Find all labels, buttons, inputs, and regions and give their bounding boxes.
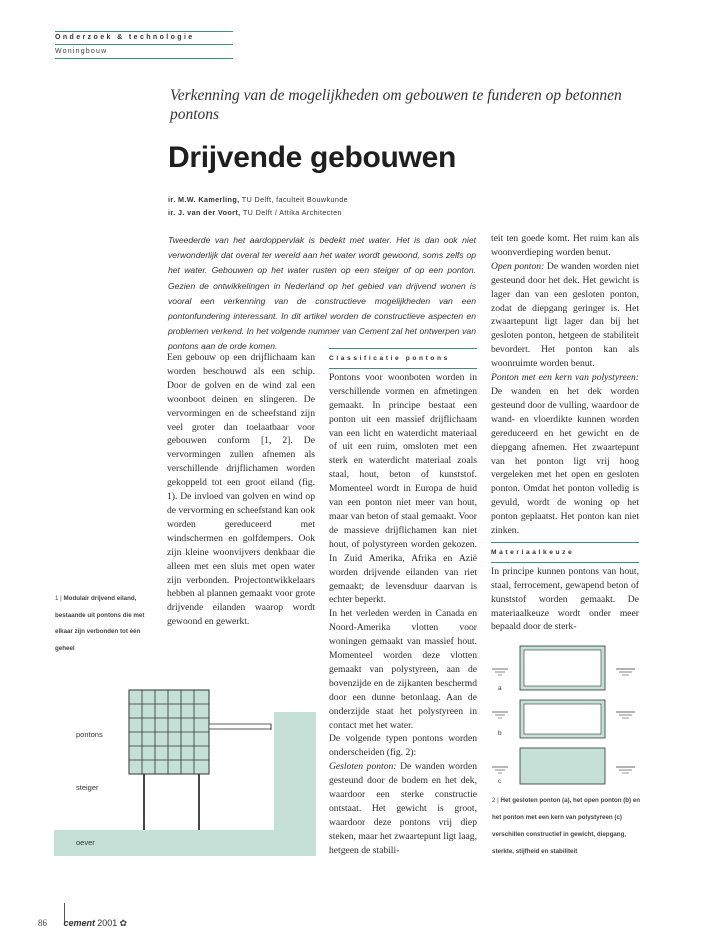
label-steiger: steiger	[76, 783, 99, 792]
col2-p4	[329, 760, 477, 857]
article-intro: Tweederde van het aardoppervlak is bedekt met water. Het is dan ook niet verwonderlijk dat overal ter wereld aan het water wordt gewoond, soms zelfs op het water. Gebouwen op het water rusten op een steiger of op een ponton. Gezien de ontwikkelingen in Nederland op het gebied van drijvend wonen is vooral een verkenning van de constructieve mogelijkheden van een pontonfundering interessant. In dit artikel worden de constructieve aspecten en problemen verkend. In het volgende nummer van Cement zal het ontwerpen van pontons aan de orde komen.	[168, 235, 476, 352]
label-pontons: pontons	[76, 730, 103, 739]
header-rule-bottom	[55, 58, 233, 59]
column-2	[329, 348, 477, 858]
article-title: Drijvende gebouwen	[168, 141, 456, 174]
col3-p2-term: Open ponton:	[491, 260, 545, 272]
col2-p4-text: De wanden worden gesteund door de bodem en het dek, waardoor een sterke constructie ontstaat. Het gewicht is groot, waardoor deze pontons vrij diep steken, maar het zwaartepunt ligt laag, hetgeen de stabili-	[329, 761, 477, 856]
col2-p3: De volgende typen pontons worden onderscheiden (fig. 2):	[329, 733, 477, 759]
col3-p2	[491, 260, 639, 371]
figure-1-caption-text: Modulair drijvend eiland, bestaande uit pontons die met elkaar zijn verbonden tot één geheel	[55, 595, 145, 652]
figure-1-caption	[55, 591, 159, 657]
brand-logo-icon: ✿	[119, 918, 128, 928]
figure-2-caption	[492, 792, 642, 860]
figure-2-ponton-types	[490, 640, 640, 790]
page-number: 86	[38, 918, 47, 928]
ponton-type-c	[492, 748, 635, 785]
col3-p2-text: De wanden worden niet gesteund door het dek. Het gewicht is lager dan van een gesloten ponton, zodat de diepgang geringer is. Het zwaartepunt ligt lager dan bij het gesloten ponton, hetgeen de stabiliteit bevordert. Het ponton kan als woonruimte worden benut.	[491, 260, 639, 370]
header-rule-mid	[55, 44, 233, 45]
col2-p2: In het verleden werden in Canada en Noord-Amerika vlotten voor woningen gemaakt van massief hout. Momenteel worden deze vlotten gemaakt van polystyreen, aan de bovenzijde en de zijkanten beschermd door een dunne betonlaag. Aan de onderzijde staat het polystyreen in contact met het water.	[329, 608, 477, 731]
header-rule-top	[55, 31, 233, 32]
author-line-2	[168, 208, 342, 217]
column-1	[167, 351, 315, 629]
author-name-2: ir. J. van der Voort,	[168, 208, 241, 217]
figure-1-number: 1 |	[55, 595, 62, 602]
article-kicker: Verkenning van de mogelijkheden om gebouwen te funderen op betonnen pontons	[170, 87, 622, 123]
label-c: c	[498, 778, 502, 785]
col3-p3-term: Ponton met een kern van polystyreen:	[491, 372, 639, 384]
author-line-1	[168, 195, 348, 204]
gangway	[209, 724, 271, 729]
figure-2-number: 2 |	[492, 797, 499, 804]
col3-p3-text: De wanden en het dek worden gesteund door de vulling, waardoor de wand- en vloerdikte kunnen worden gereduceerd en het gewicht en de diepgang afnemen. Het zwaartepunt van het ponton ligt vrij hoog vergeleken met het open en gesloten ponton. Omdat het ponton volledig is gevuld, wordt de woning op het ponton geplaatst. Het ponton kan niet zinken.	[491, 385, 639, 537]
col3-p3	[491, 371, 639, 538]
label-b: b	[498, 730, 502, 737]
author-name-1: ir. M.W. Kamerling,	[168, 195, 240, 204]
label-oever: oever	[76, 838, 95, 847]
col3-p4: In principe kunnen pontons van hout, staal, ferrocement, gewapend beton of kunststof worden gemaakt. De materiaalkeuze wordt onder meer bepaald door de sterk-	[491, 565, 639, 633]
label-a: a	[498, 685, 502, 692]
figure-2-caption-text: Het gesloten ponton (a), het open ponton (b) en het ponton met een kern van polystyreen (c) verschillen constructief in gewicht, diepgang, sterkte, stijfheid en stabiliteit	[492, 797, 641, 855]
col3-p1: teit ten goede komt. Het ruim kan als woonverdieping worden benut.	[491, 233, 639, 258]
col2-heading: Classificatie pontons	[329, 348, 477, 369]
col1-text: Een gebouw op een drijflichaam kan worden beschouwd als een schip. Door de golven en de wind zal een woonboot deinen en slingeren. De vervormingen en de scheefstand zijn veel groter dan toelaatbaar voor gebouwen conform [1, 2]. De vervormingen zullen afnemen als verschillende drijflichamen worden gekoppeld tot een groot eiland (fig. 1). De invloed van golven en wind op de vervorming en scheefstand kan ook worden gereduceerd met windschermen en golfdempers. Ook zijn kleine woonvijvers denkbaar die alleen met een sluis met open water zijn verbonden. Projectontwikkelaars hebben al plannen gemaakt voor grote drijvende eilanden waarop wordt gewoond en gewerkt.	[167, 352, 315, 628]
author-affiliation-2: TU Delft / Attika Architecten	[242, 208, 342, 217]
ponton-type-a	[492, 646, 635, 692]
ponton-type-b	[492, 700, 635, 738]
magazine-brand: cement	[63, 918, 96, 928]
magazine-year: 2001	[97, 918, 118, 928]
author-affiliation-1: TU Delft, faculteit Bouwkunde	[241, 195, 349, 204]
col3-heading: Materiaalkeuze	[491, 542, 639, 563]
col2-p1: Pontons voor woonboten worden in verschillende vormen en afmetingen gemaakt. In principe bestaat een ponton uit een massief drijflichaam van een licht en waterdicht materiaal of uit een ruim, omsloten met een sterk en waterdicht materiaal zoals staal, hout, beton of kunststof. Momenteel wordt in Europa de huid van een ponton niet meer van hout, maar van beton of staal gemaakt. Voor de massieve drijflichamen kan niet hout, of polystyreen worden gekozen. In Zuid Amerika, Afrika en Azië worden drijvende eilanden van riet gemaakt; de levensduur daarvan is echter beperkt.	[329, 371, 477, 606]
footer	[38, 918, 127, 929]
column-3	[491, 232, 639, 634]
subsection-label: Woningbouw	[55, 48, 108, 55]
col2-p4-term: Gesloten ponton:	[329, 761, 397, 773]
figure-1-floating-island	[54, 682, 316, 856]
section-label: Onderzoek & technologie	[55, 34, 195, 41]
quay-block	[274, 712, 316, 856]
